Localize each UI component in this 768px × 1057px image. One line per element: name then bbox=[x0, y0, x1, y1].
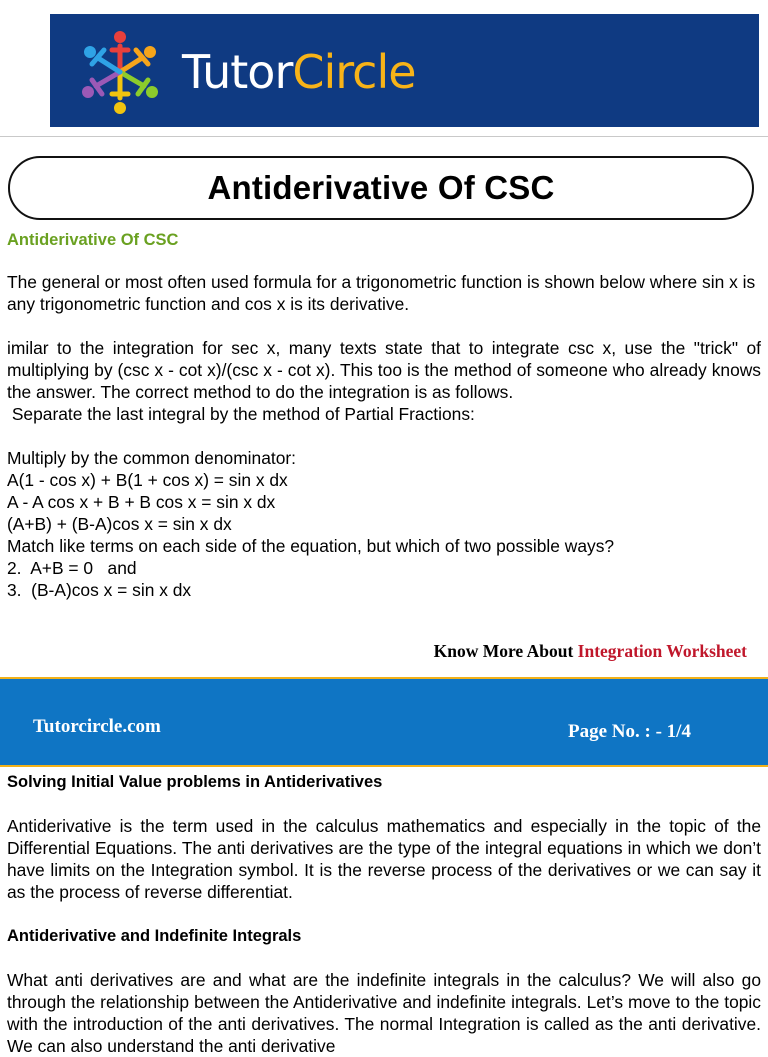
section-heading: Antiderivative and Indefinite Integrals bbox=[7, 927, 302, 945]
step-line: A - A cos x + B + B cos x = sin x dx bbox=[7, 492, 276, 512]
brand-part-circle: Circle bbox=[292, 45, 416, 99]
header-banner bbox=[50, 14, 759, 127]
footer-bar bbox=[0, 677, 768, 767]
brand-part-tutor: Tutor bbox=[182, 45, 293, 99]
page-number: Page No. : - 1/4 bbox=[568, 721, 691, 742]
title-box bbox=[8, 156, 754, 220]
step-line: 3. (B-A)cos x = sin x dx bbox=[7, 580, 192, 600]
step-line: 2. A+B = 0 and bbox=[7, 558, 137, 578]
page-title: Antiderivative Of CSC bbox=[207, 169, 555, 206]
section-body: Antiderivative is the term used in the calculus mathematics and especially in the topic of the Differential Equations. The anti derivatives are the type of the integral equations in which we don’t have limits on the Integration symbol. It is the reverse process of the derivatives or we can say it as the process of reverse differentiat. bbox=[7, 816, 761, 902]
method-paragraph: imilar to the integration for sec x, many texts state that to integrate csc x, use the "trick" of multiplying by (csc x - cot x)/(csc x - cot x). This too is the method of someone who already knows the answer. The correct method to do the integration is as follows. bbox=[7, 338, 761, 402]
main-content bbox=[7, 229, 761, 601]
lower-content bbox=[7, 771, 761, 1057]
intro-paragraph: The general or most often used formula for a trigonometric function is shown below where sin x is any trigonometric function and cos x is its derivative. bbox=[7, 272, 756, 314]
step-line: (A+B) + (B-A)cos x = sin x dx bbox=[7, 514, 232, 534]
step-line: A(1 - cos x) + B(1 + cos x) = sin x dx bbox=[7, 470, 288, 490]
know-more-prefix: Know More About bbox=[433, 641, 578, 661]
steps-list bbox=[7, 447, 761, 601]
know-more-line bbox=[434, 641, 747, 662]
integration-worksheet-link[interactable]: Integration Worksheet bbox=[577, 641, 747, 661]
subtitle: Antiderivative Of CSC bbox=[7, 231, 179, 249]
step-line: Match like terms on each side of the equation, but which of two possible ways? bbox=[7, 536, 615, 556]
brand-name bbox=[182, 44, 416, 100]
header-divider bbox=[0, 136, 768, 137]
partial-fractions-line: Separate the last integral by the method of Partial Fractions: bbox=[7, 404, 475, 424]
section-body: What anti derivatives are and what are the indefinite integrals in the calculus? We will also go through the relationship between the Antiderivative and indefinite integrals. Let’s move to the topic with the introduction of the anti derivatives. The normal Integration is called as the anti derivative. We can also understand the anti derivative bbox=[7, 970, 761, 1056]
tutorcircle-logo-icon bbox=[72, 24, 168, 120]
step-line: Multiply by the common denominator: bbox=[7, 448, 297, 468]
site-link[interactable]: Tutorcircle.com bbox=[33, 716, 161, 737]
section-heading: Solving Initial Value problems in Antiderivatives bbox=[7, 773, 383, 791]
